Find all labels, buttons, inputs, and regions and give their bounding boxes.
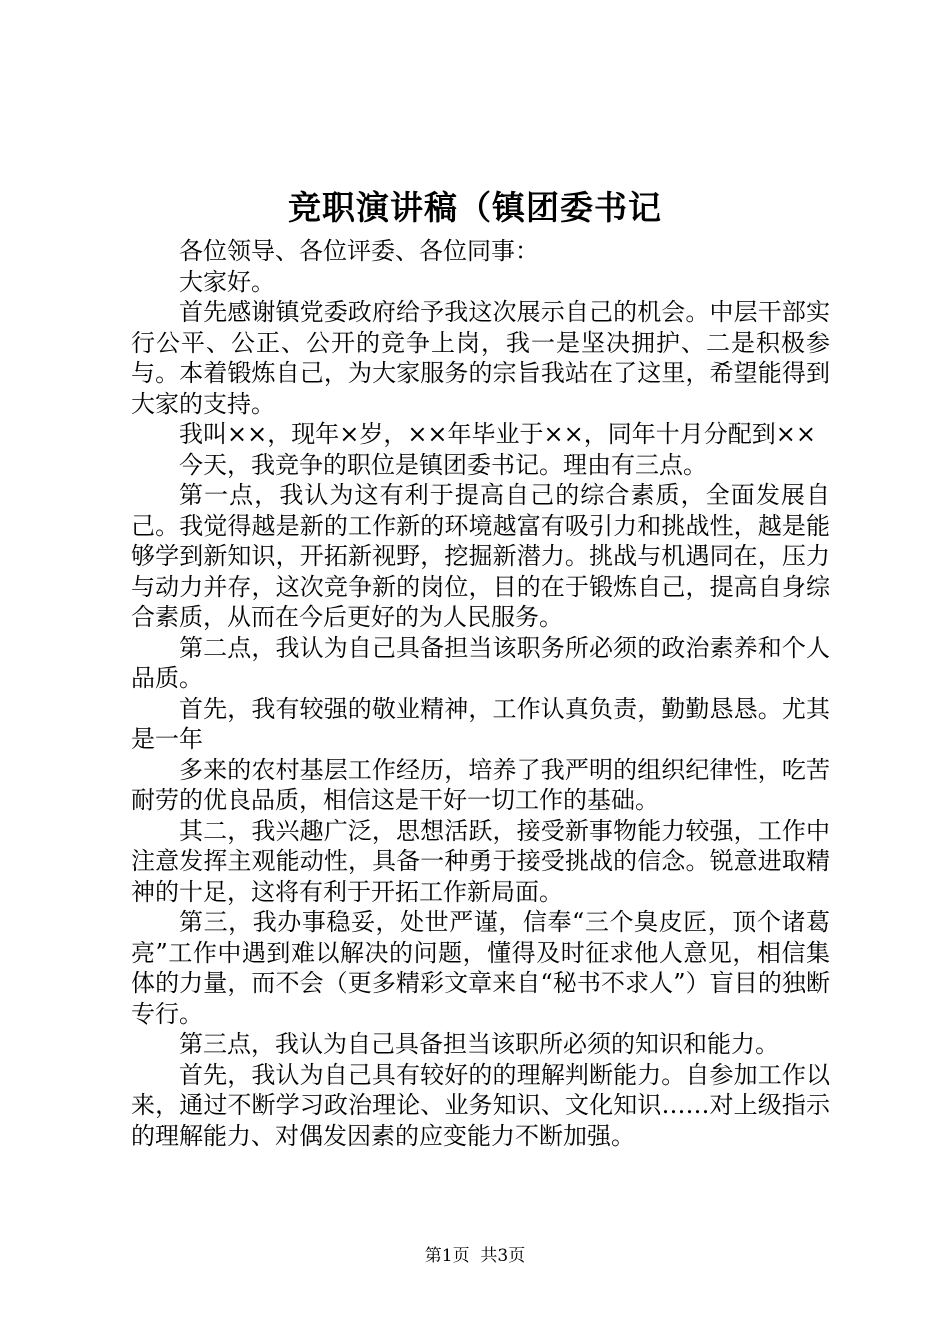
page-number-footer: 第1页 共3页 (424, 1246, 526, 1266)
body-paragraph: 第三点，我认为自己具备担当该职所必须的知识和能力。 (179, 1030, 779, 1058)
document-title: 竞职演讲稿（镇团委书记 (288, 188, 662, 227)
salutation-paragraph: 各位领导、各位评委、各位同事： (179, 237, 539, 265)
body-paragraph: 首先，我有较强的敬业精神，工作认真负责，勤勤恳恳。尤其是一年 (131, 694, 830, 753)
body-paragraph: 第二点，我认为自己具备担当该职务所必须的政治素养和个人品质。 (131, 633, 830, 692)
body-paragraph: 第一点，我认为这有利于提高自己的综合素质，全面发展自己。我觉得越是新的工作新的环境越富有吸引力和挑战性，越是能够学到新知识，开拓新视野，挖掘新潜力。挑战与机遇同在，压力与动力并存，这次竞争新的岗位，目的在于锻炼自己，提高自身综合素质，从而在今后更好的为人民服务。 (131, 481, 830, 631)
body-paragraph: 多来的农村基层工作经历，培养了我严明的组织纪律性，吃苦耐劳的优良品质，相信这是干好一切工作的基础。 (131, 755, 830, 814)
greeting-paragraph: 大家好。 (179, 267, 275, 296)
body-paragraph: 首先，我认为自己具有较好的的理解判断能力。自参加工作以来，通过不断学习政治理论、业务知识、文化知识……对上级指示的理解能力、对偶发因素的应变能力不断加强。 (131, 1060, 830, 1150)
body-paragraph: 其二，我兴趣广泛，思想活跃，接受新事物能力较强，工作中注意发挥主观能动性，具备一种勇于接受挑战的信念。锐意进取精神的十足，这将有利于开拓工作新局面。 (131, 816, 830, 906)
body-paragraph: 今天，我竞争的职位是镇团委书记。理由有三点。 (179, 450, 707, 479)
document-body (131, 236, 830, 1151)
body-paragraph: 我叫××，现年×岁，××年毕业于××，同年十月分配到×× (179, 420, 816, 448)
body-paragraph: 首先感谢镇党委政府给予我这次展示自己的机会。中层干部实行公平、公正、公开的竞争上岗，我一是坚决拥护、二是积极参与。本着锻炼自己，为大家服务的宗旨我站在了这里，希望能得到大家的支持。 (131, 298, 830, 418)
body-paragraph: 第三，我办事稳妥，处世严谨，信奉“三个臭皮匠，顶个诸葛亮”工作中遇到难以解决的问题，懂得及时征求他人意见，相信集体的力量，而不会（更多精彩文章来自“秘书不求人”）盲目的独断专行。 (131, 908, 830, 1028)
